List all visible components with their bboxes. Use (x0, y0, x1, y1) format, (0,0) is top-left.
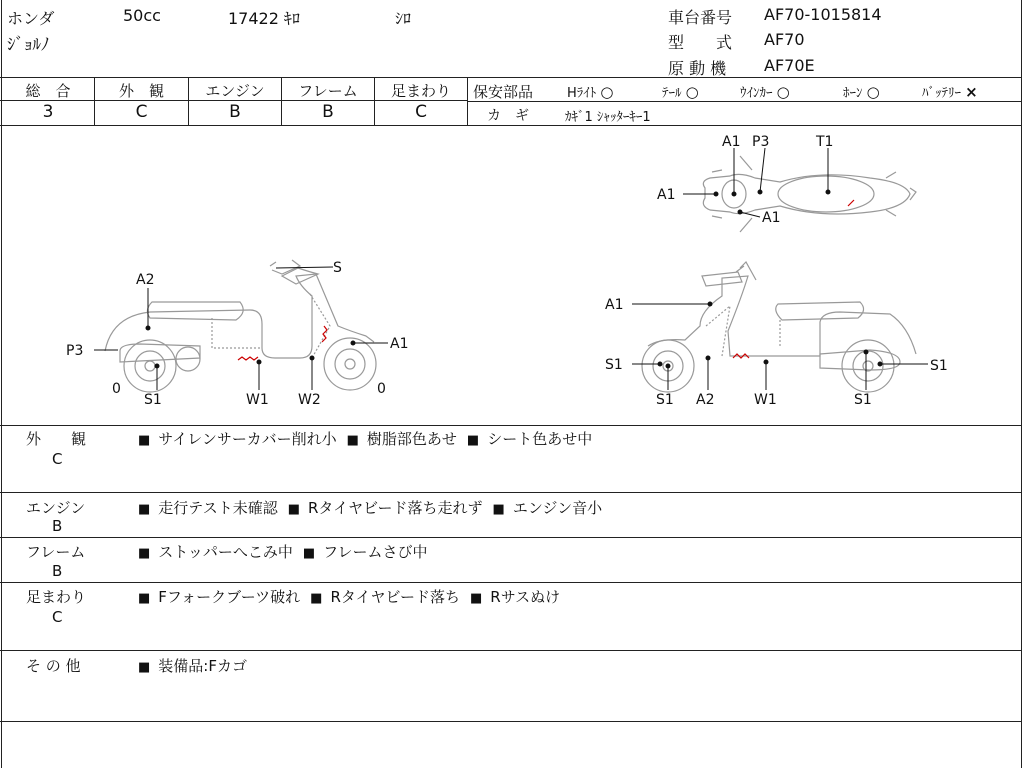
right-side-scooter (642, 262, 916, 392)
diagram-label: W1 (754, 392, 777, 408)
remark-item: ■ シート色あせ中 (467, 430, 592, 448)
key-value: ｶｷﾞ1 ｼｬｯﾀｰｷｰ1 (565, 110, 651, 125)
diagram-label: A1 (762, 210, 781, 226)
diagram-label: 0 (112, 381, 121, 397)
safety-mark: × (965, 83, 978, 101)
remark-item: ■ エンジン音小 (493, 499, 603, 517)
type-value: AF70 (764, 30, 805, 49)
engine-label: 原 動 機 (668, 59, 727, 78)
grade-value: B (322, 102, 334, 122)
remark-grade: B (52, 517, 63, 535)
safety-winker: ｳｲﾝｶｰ ○ (740, 83, 790, 101)
maker: ホンダ (7, 9, 55, 28)
key-label: カ ギ (487, 108, 529, 124)
remark-items (138, 497, 612, 518)
diagram-label: P3 (752, 134, 770, 150)
diagram-label: S (333, 260, 342, 276)
safety-tail: ﾃｰﾙ ○ (662, 83, 699, 101)
remark-item: ■ Rタイヤビード落ち走れず (288, 499, 483, 517)
remark-grade: B (52, 562, 63, 580)
damage-mark (238, 357, 258, 360)
type-label: 型 式 (668, 33, 733, 52)
grade-value: 3 (42, 102, 54, 122)
remark-label: 外 観 (26, 430, 87, 448)
remark-item: ■ 装備品:Fカゴ (138, 657, 247, 675)
model-name: ｼﾞｮﾙﾉ (7, 35, 50, 55)
diagram-label: T1 (816, 134, 834, 150)
diagram-label: A1 (722, 134, 741, 150)
remark-label: 足まわり (26, 588, 87, 606)
diagram-label: A2 (696, 392, 715, 408)
grade-value: B (229, 102, 241, 122)
diagram-label: P3 (66, 343, 84, 359)
grade-label: 足まわり (390, 82, 451, 100)
remark-item: ■ Rサスぬけ (470, 588, 560, 606)
diagram-label: 0 (377, 381, 386, 397)
diagram-label: S1 (656, 392, 674, 408)
remark-label: フレーム (26, 543, 86, 561)
diagram-label: A1 (657, 187, 676, 203)
safety-mark: ○ (685, 83, 699, 101)
diagram-label: S1 (144, 392, 162, 408)
grade-label: 外 観 (118, 82, 164, 100)
color: ｼﾛ (395, 9, 412, 28)
remark-label: エンジン (26, 499, 86, 517)
grade-label: エンジン (205, 82, 265, 100)
diagram-label: S1 (854, 392, 872, 408)
safety-headlight: Hﾗｲﾄ ○ (567, 83, 614, 101)
remark-grade: C (52, 450, 63, 468)
remark-items (138, 586, 570, 607)
remark-items (138, 428, 602, 449)
diagram-label: W1 (246, 392, 269, 408)
safety-horn: ﾎｰﾝ ○ (843, 83, 880, 101)
displacement: 50cc (123, 6, 161, 25)
remark-grade: C (52, 608, 63, 626)
diagram-label: A1 (390, 336, 409, 352)
frame-no: AF70-1015814 (764, 5, 882, 24)
safety-mark: ○ (600, 83, 614, 101)
mileage: 17422 ｷﾛ (228, 9, 300, 28)
grade-label: 総 合 (25, 82, 71, 100)
remark-item: ■ Fフォークブーツ破れ (138, 588, 300, 606)
grade-label: フレーム (298, 82, 358, 100)
grade-value: C (415, 102, 427, 122)
remark-item: ■ ストッパーへこみ中 (138, 543, 293, 561)
remark-item: ■ フレームさび中 (303, 543, 428, 561)
safety-battery: ﾊﾞｯﾃﾘｰ × (922, 83, 978, 101)
diagram-label: W2 (298, 392, 321, 408)
remark-items (138, 541, 438, 562)
engine-value: AF70E (764, 56, 815, 75)
damage-mark (848, 200, 854, 206)
diagram-label: A1 (605, 297, 624, 313)
remark-item: ■ サイレンサーカバー削れ小 (138, 430, 337, 448)
safety-mark: ○ (776, 83, 790, 101)
remark-item: ■ Rタイヤビード落ち (310, 588, 460, 606)
diagram-label: A2 (136, 272, 155, 288)
remark-item: ■ 樹脂部色あせ (347, 430, 457, 448)
diagram-label: S1 (605, 357, 623, 373)
safety-mark: ○ (866, 83, 880, 101)
damage-diagram (0, 126, 1022, 424)
grade-value: C (135, 102, 148, 122)
remark-label: そ の 他 (26, 657, 81, 675)
diagram-label: S1 (930, 358, 948, 374)
remark-item: ■ 走行テスト未確認 (138, 499, 278, 517)
remark-items (138, 655, 257, 676)
safety-title: 保安部品 (473, 83, 534, 101)
frame-no-label: 車台番号 (668, 8, 733, 27)
